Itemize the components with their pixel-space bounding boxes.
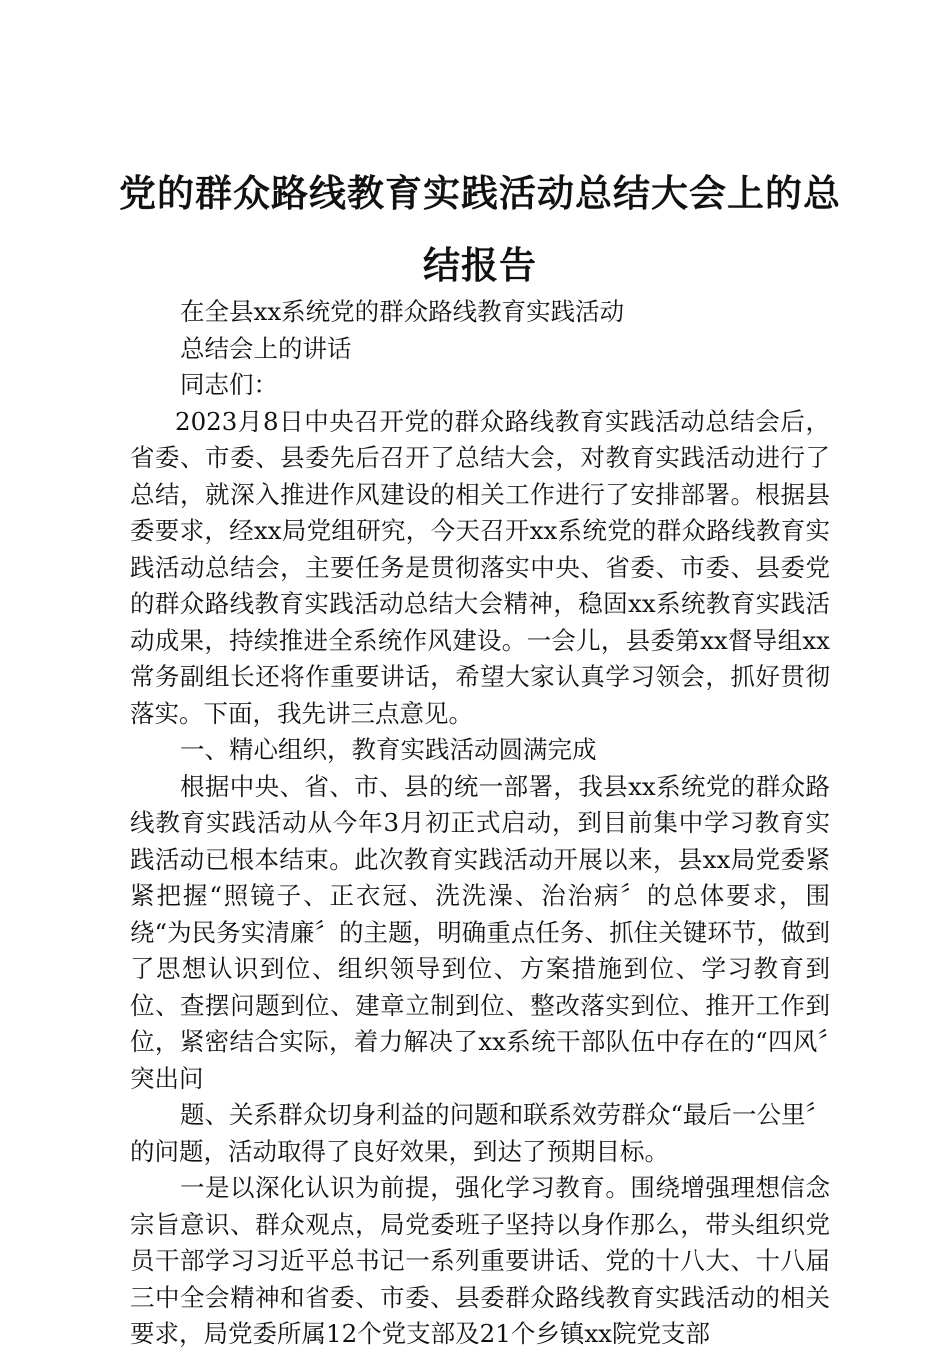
- paragraph-section-1: 根据中央、省、市、县的统一部署，我县xx系统党的群众路线教育实践活动从今年3月初正式启动，到目前集中学习教育实践活动已根本结束。此次教育实践活动开展以来，县xx局党委紧紧把握“照镜子、正衣冠、洗洗澡、治治病〞的总体要求，围绕“为民务实清廉〞的主题，明确重点任务、抓住关键环节，做到了思想认识到位、组织领导到位、方案措施到位、学习教育到位、查摆问题到位、建章立制到位、整改落实到位、推开工作到位，紧密结合实际，着力解决了xx系统干部队伍中存在的“四风〞突出问: [130, 771, 830, 1093]
- subtitle-line-1: 在全县xx系统党的群众路线教育实践活动: [180, 297, 625, 326]
- paragraph-continuation: 题、关系群众切身利益的问题和联系效劳群众“最后一公里〞的问题，活动取得了良好效果，到达了预期目标。: [130, 1100, 830, 1166]
- document-body: [130, 294, 830, 1353]
- section-heading-1: 一、精心组织，教育实践活动圆满完成: [180, 735, 597, 764]
- paragraph-point-1: 一是以深化认识为前提，强化学习教育。围绕增强理想信念宗旨意识、群众观点，局党委班子坚持以身作那么，带头组织党员干部学习习近平总书记一系列重要讲话、党的十八大、十八届三中全会精神和省委、市委、县委群众路线教育实践活动的相关要求，局党委所属12个党支部及21个乡镇xx院党支部: [130, 1173, 830, 1348]
- salutation: 同志们：: [180, 370, 278, 399]
- paragraph-opening: 2023月8日中央召开党的群众路线教育实践活动总结会后，省委、市委、县委先后召开了总结大会，对教育实践活动进行了总结，就深入推进作风建设的相关工作进行了安排部署。根据县委要求，经xx局党组研究，今天召开xx系统党的群众路线教育实践活动总结会，主要任务是贯彻落实中央、省委、市委、县委党的群众路线教育实践活动总结大会精神，稳固xx系统教育实践活动成果，持续推进全系统作风建设。一会儿，县委第xx督导组xx常务副组长还将作重要讲话，希望大家认真学习领会，抓好贯彻落实。下面，我先讲三点意见。: [130, 406, 830, 728]
- document-title: 党的群众路线教育实践活动总结大会上的总结报告: [119, 172, 841, 287]
- subtitle-line-2: 总结会上的讲话: [180, 333, 352, 363]
